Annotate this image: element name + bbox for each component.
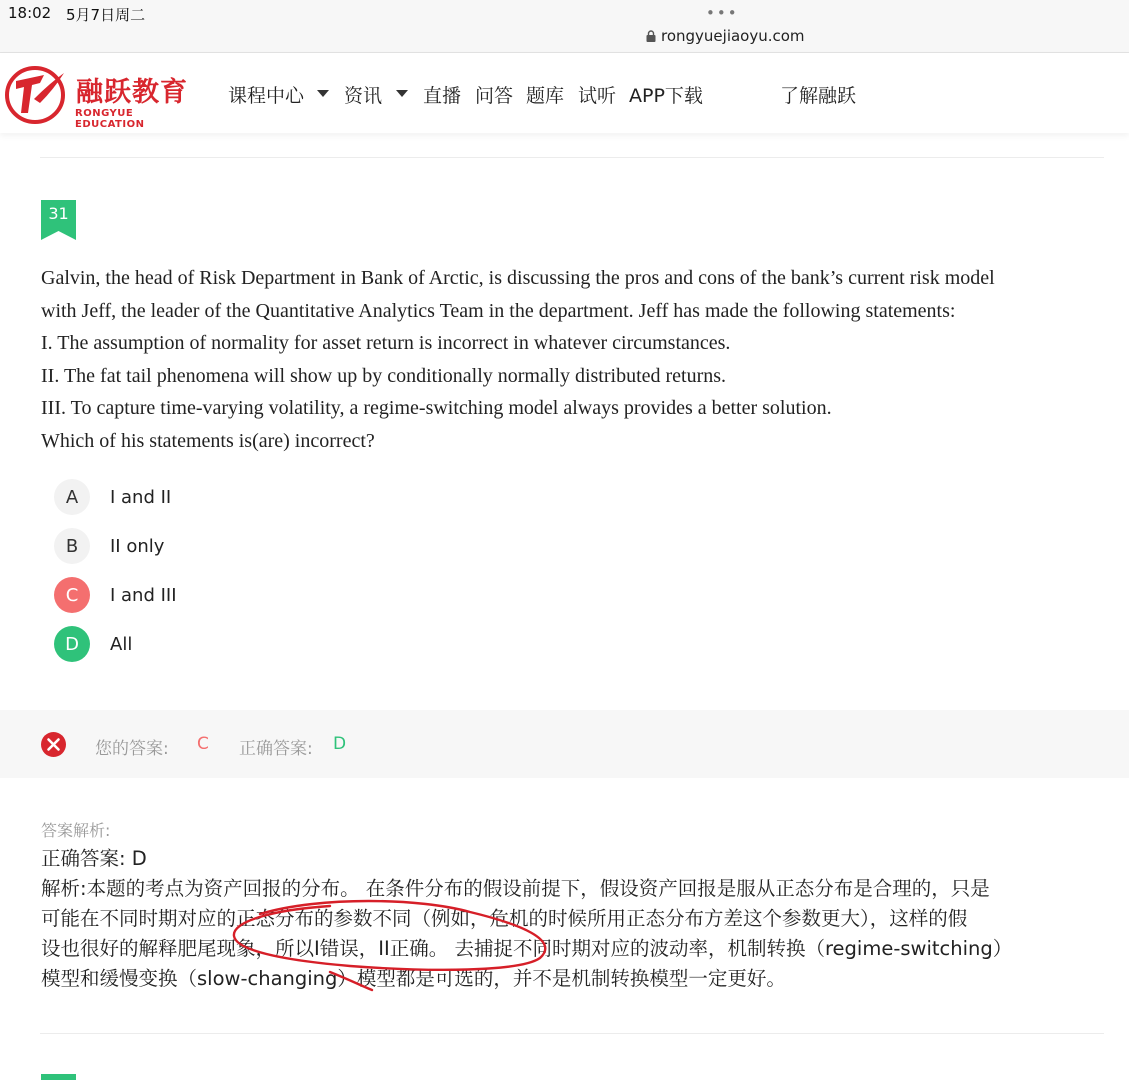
chevron-down-icon[interactable] — [317, 90, 329, 97]
brand-logo[interactable] — [4, 62, 204, 130]
status-time: 18:02 — [8, 4, 52, 22]
question-line: Which of his statements is(are) incorrect? — [41, 429, 375, 452]
question-line: III. To capture time-varying volatility, a regime-switching model always provides a better solution. — [41, 397, 832, 420]
nav-live[interactable]: 直播 — [423, 85, 462, 107]
address-bar[interactable] — [646, 27, 805, 45]
lock-icon — [646, 30, 656, 42]
option-d[interactable] — [54, 626, 132, 662]
question-line: with Jeff, the leader of the Quantitative Analytics Team in the department. Jeff has made the following statements: — [41, 299, 956, 322]
nav-course-center[interactable]: 课程中心 — [228, 85, 305, 107]
analysis-line: 模型和缓慢变换（slow-changing）模型都是可选的，并不是机制转换模型一定更好。 — [41, 967, 786, 990]
analysis-line: 解析:本题的考点为资产回报的分布。 在条件分布的假设前提下，假设资产回报是服从正态分布是合理的，只是 — [41, 877, 990, 900]
logo-mark-icon — [4, 63, 68, 125]
analysis-line: 设也很好的解释肥尾现象，所以I错误，II正确。 去捕捉不同时期对应的波动率，机制转换（regime-switching） — [41, 937, 1013, 960]
option-text: I and III — [110, 584, 177, 606]
your-answer-value: C — [197, 734, 209, 754]
question-number: 31 — [48, 204, 69, 223]
chevron-down-icon[interactable] — [396, 90, 408, 97]
option-a[interactable] — [54, 479, 171, 515]
wrong-x-icon — [41, 732, 66, 757]
nav-news[interactable]: 资讯 — [344, 85, 383, 107]
brand-name-en: RONGYUE EDUCATION — [75, 108, 145, 130]
divider — [40, 1033, 1104, 1034]
analysis-line: 可能在不同时期对应的正态分布的参数不同（例如，危机的时候所用正态分布方差这个参数更大），这样的假 — [41, 907, 968, 930]
correct-answer-label: 正确答案: — [239, 739, 313, 759]
option-c[interactable] — [54, 577, 177, 613]
nav-question-bank[interactable]: 题库 — [526, 85, 565, 107]
nav-app-download[interactable]: APP下载 — [629, 85, 703, 107]
brand-name-cn: 融跃教育 — [76, 77, 188, 108]
analysis-answer: 正确答案: D — [41, 847, 147, 870]
site-header — [0, 53, 1129, 133]
your-answer-label: 您的答案: — [95, 739, 169, 759]
option-letter-selected-wrong: C — [54, 577, 90, 613]
more-dots-icon[interactable]: ••• — [706, 4, 739, 22]
correct-answer-value: D — [333, 734, 347, 754]
analysis-title: 答案解析: — [41, 821, 111, 840]
answer-result-bar — [0, 710, 1129, 778]
option-b[interactable] — [54, 528, 164, 564]
nav-about[interactable]: 了解融跃 — [780, 85, 857, 107]
question-line: I. The assumption of normality for asset return is incorrect in whatever circumstances. — [41, 332, 731, 355]
nav-qa[interactable]: 问答 — [475, 85, 514, 107]
divider — [40, 157, 1104, 158]
question-line: Galvin, the head of Risk Department in Bank of Arctic, is discussing the pros and cons of the bank’s current risk model — [41, 267, 995, 289]
option-text: II only — [110, 535, 165, 557]
question-line: II. The fat tail phenomena will show up by conditionally normally distributed returns. — [41, 364, 727, 387]
option-text: I and II — [110, 486, 172, 508]
option-letter: B — [54, 528, 90, 564]
analysis-body — [41, 844, 1111, 994]
question-number-badge — [41, 200, 76, 240]
next-question-badge — [41, 1074, 76, 1080]
url-text: rongyuejiaoyu.com — [661, 27, 805, 45]
question-stem — [41, 262, 1116, 458]
nav-trial[interactable]: 试听 — [578, 85, 617, 107]
option-letter: A — [54, 479, 90, 515]
browser-status-bar — [0, 0, 1129, 53]
status-date: 5月7日周二 — [66, 6, 146, 24]
option-text: All — [110, 633, 133, 655]
option-letter-correct: D — [54, 626, 90, 662]
